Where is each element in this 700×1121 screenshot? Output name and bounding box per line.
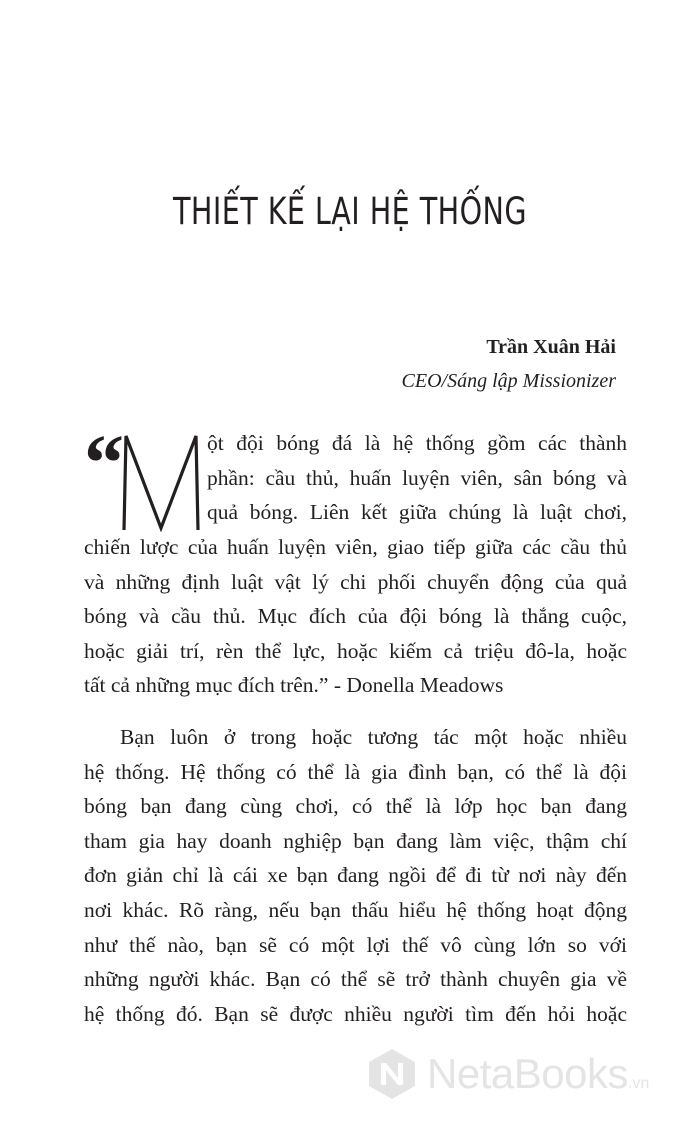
body-line: như thế nào, bạn sẽ có một lợi thế vô cùng lớn so với [84, 932, 627, 957]
body-line: Bạn luôn ở trong hoặc tương tác một hoặc nhiều [120, 725, 627, 749]
body-paragraph [84, 720, 627, 1031]
body-line: tham gia hay doanh nghiệp bạn đang làm việc, thậm chí [84, 828, 627, 853]
author-block [402, 330, 616, 398]
epigraph-line: tất cả những mục đích trên.” - Donella Meadows [84, 673, 504, 698]
body-line: hệ thống đó. Bạn sẽ được nhiều người tìm đến hỏi hoặc [84, 1001, 627, 1026]
epigraph-line: bóng và cầu thủ. Mục đích của đội bóng là thắng cuộc, [84, 604, 627, 629]
author-role: CEO/Sáng lập Missionizer [401, 370, 616, 392]
epigraph-lines-beside-dropcap [207, 426, 627, 530]
dropcap-m-letter [120, 432, 202, 532]
body-line: bóng bạn đang cùng chơi, có thể là lớp học bạn đang [84, 794, 627, 819]
body-line: đơn giản chỉ là cái xe bạn đang ngồi để đi từ nơi này đến [84, 863, 627, 888]
author-name: Trần Xuân Hải [486, 336, 616, 358]
epigraph-line: hoặc giải trí, rèn thể lực, hoặc kiếm cả triệu đô-la, hoặc [84, 638, 627, 663]
epigraph-line: phần: cầu thủ, huấn luyện viên, sân bóng và [207, 465, 627, 490]
epigraph-line: chiến lược của huấn luyện viên, giao tiếp giữa các cầu thủ [84, 535, 627, 559]
open-quote-mark: “ [84, 420, 124, 508]
watermark-brand: NetaBooks [427, 1050, 628, 1097]
netabooks-watermark [365, 1045, 695, 1105]
body-line: hệ thống. Hệ thống có thể là gia đình bạn, có thể là đội [84, 759, 627, 784]
chapter-title: THIẾT KẾ LẠI HỆ THỐNG [173, 189, 527, 233]
netabooks-logo-icon [365, 1047, 419, 1101]
epigraph-paragraph [84, 530, 627, 703]
epigraph-line: ột đội bóng đá là hệ thống gồm các thành [207, 431, 627, 455]
watermark-suffix: .vn [627, 1075, 650, 1092]
epigraph-line: và những định luật vật lý chi phối chuyển động của quả [84, 569, 627, 594]
epigraph-line: quả bóng. Liên kết giữa chúng là luật chơi, [207, 500, 627, 525]
netabooks-wordmark [427, 1049, 649, 1109]
body-line: những người khác. Bạn có thể sẽ trở thành chuyên gia về [84, 967, 627, 992]
body-line: nơi khác. Rõ ràng, nếu bạn thấu hiểu hệ thống hoạt động [84, 897, 627, 922]
